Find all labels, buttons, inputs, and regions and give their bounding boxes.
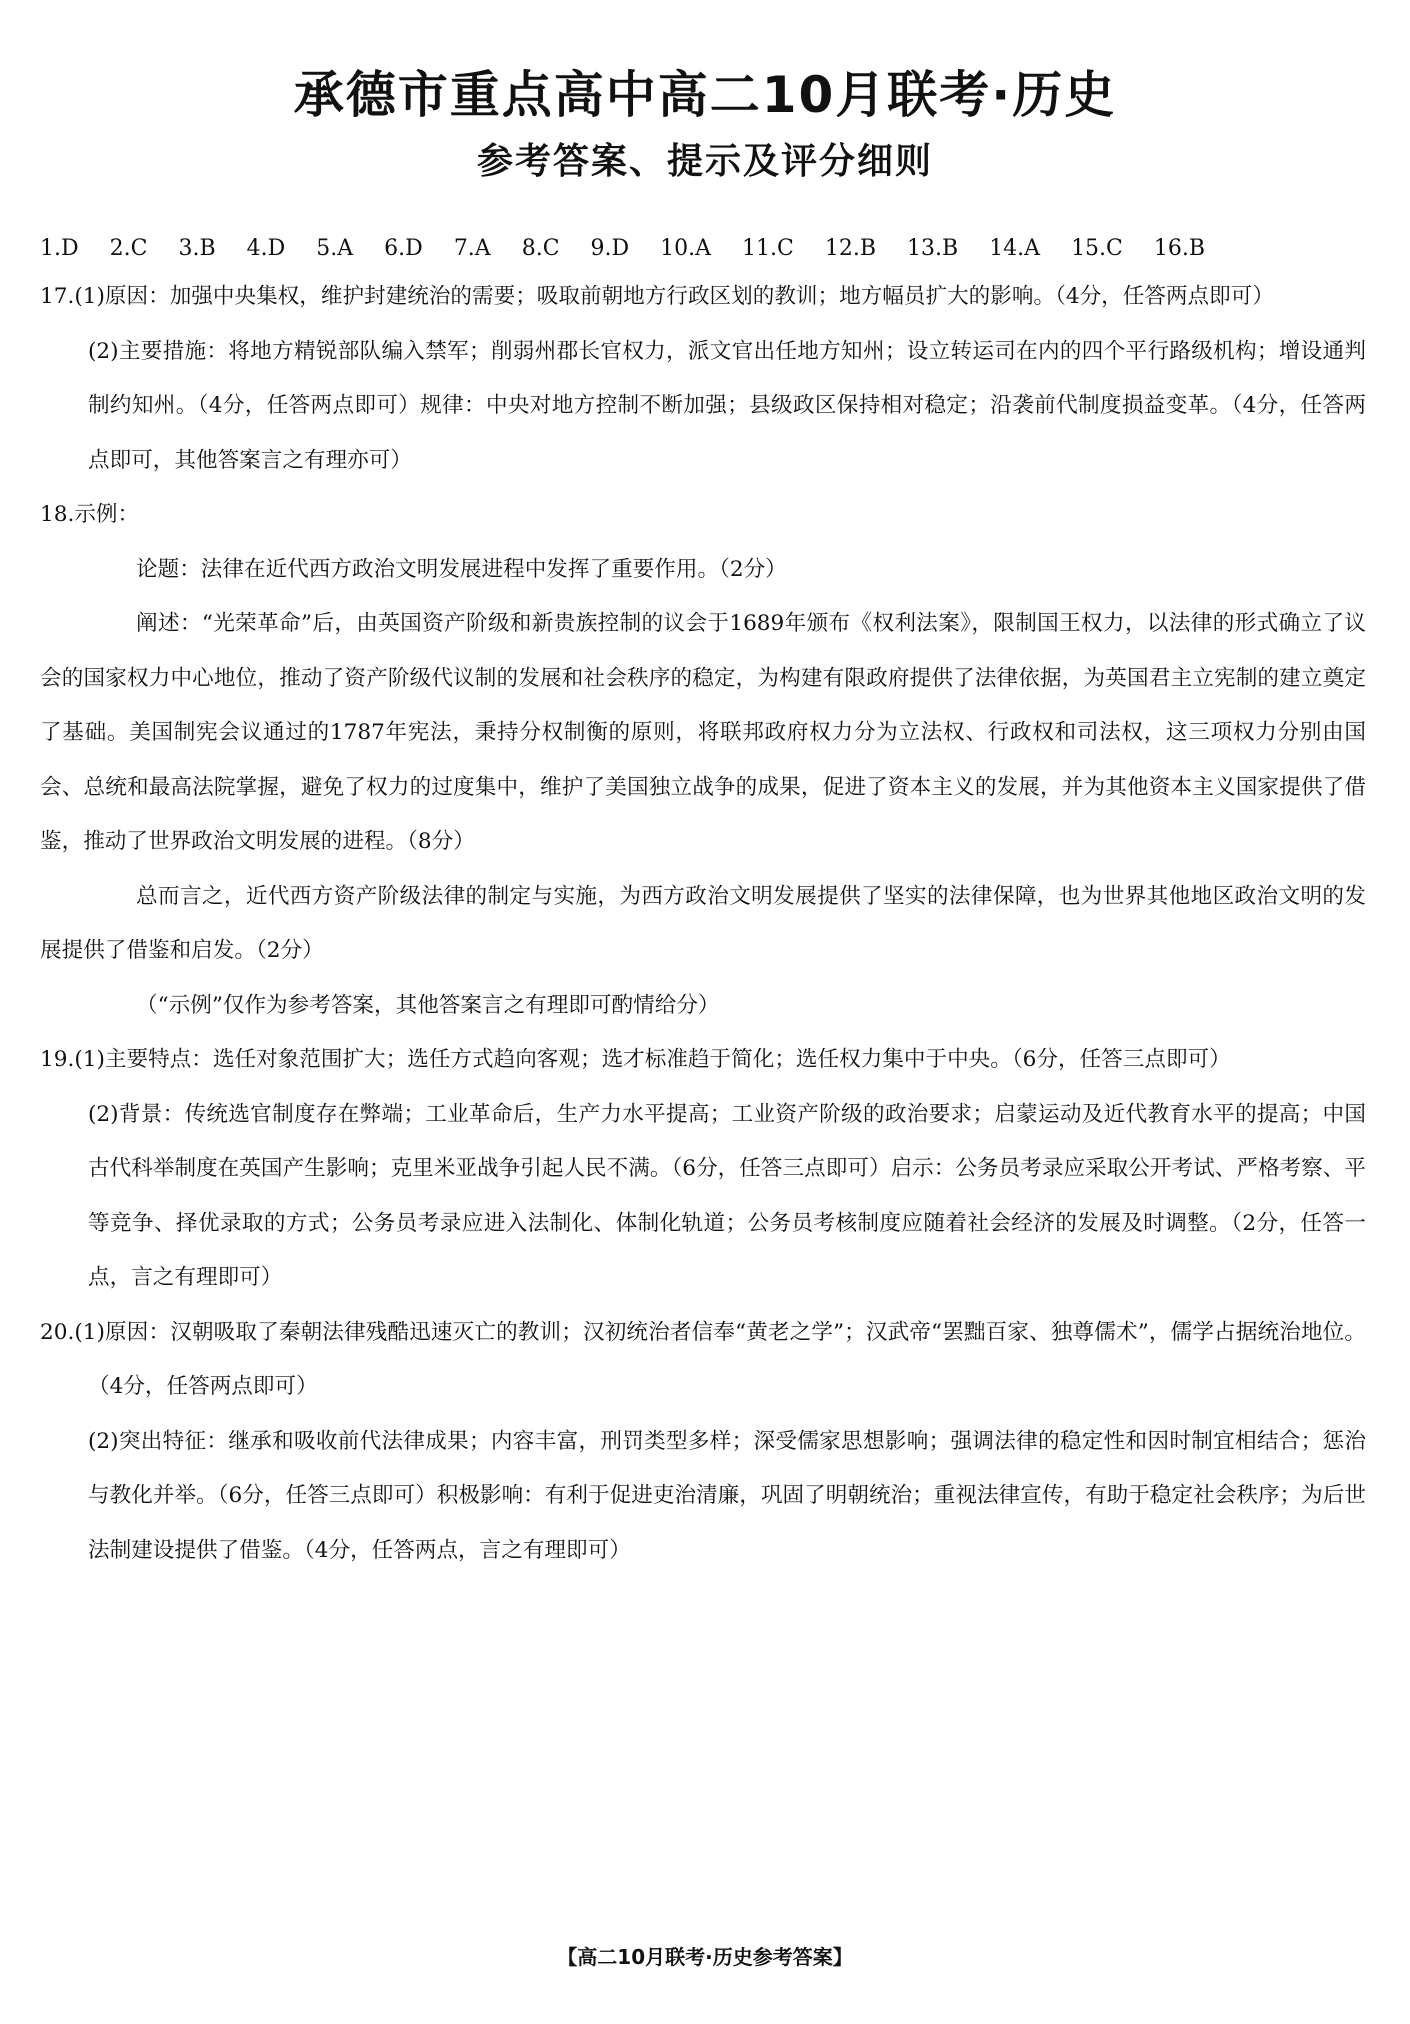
q20-part1: 20.(1)原因：汉朝吸取了秦朝法律残酷迅速灭亡的教训；汉初统治者信奉“黄老之学”；汉武帝“罢黜百家、独尊儒术”，儒学占据统治地位。（4分，任答两点即可） (40, 1319, 1366, 1399)
mc-answer: 3.B (178, 236, 216, 261)
mc-answer: 16.B (1153, 236, 1206, 261)
multiple-choice-answers (40, 226, 1380, 272)
mc-answer: 15.C (1071, 236, 1123, 261)
mc-answer: 2.C (109, 236, 148, 261)
mc-answer: 8.C (521, 236, 560, 261)
mc-answer: 14.A (989, 236, 1041, 261)
page-subtitle: 参考答案、提示及评分细则 (476, 141, 933, 182)
mc-answer: 12.B (824, 236, 877, 261)
q18-thesis: 论题：法律在近代西方政治文明发展进程中发挥了重要作用。（2分） (136, 556, 787, 582)
q18-label: 18.示例： (40, 502, 140, 527)
mc-answer: 1.D (40, 236, 79, 261)
q19-part1: 19.(1)主要特点：选任对象范围扩大；选任方式趋向客观；选才标准趋于简化；选任权力集中于中央。（6分，任答三点即可） (40, 1047, 1231, 1072)
mc-answer: 7.A (453, 236, 491, 261)
mc-answer: 4.D (246, 236, 286, 261)
q17-part1: 17.(1)原因：加强中央集权，维护封建统治的需要；吸取前朝地方行政区划的教训；地方幅员扩大的影响。（4分，任答两点即可） (40, 284, 1274, 309)
mc-answer: 11.C (742, 236, 794, 261)
mc-answer: 6.D (384, 236, 423, 261)
mc-answer: 10.A (660, 236, 712, 261)
mc-answer: 9.D (590, 236, 630, 261)
page-title: 承德市重点高中高二10月联考·历史 (293, 66, 1117, 124)
q19-part2: (2)背景：传统选官制度存在弊端；工业革命后，生产力水平提高；工业资产阶级的政治要求；启蒙运动及近代教育水平的提高；中国古代科举制度在英国产生影响；克里米亚战争引起人民不满。（6分，任答三点即可）启示：公务员考录应采取公开考试、严格考察、平等竞争、择优录取的方式；公务员考录应进入法制化、体制化轨道；公务员考核制度应随着社会经济的发展及时调整。（2分，任答一点，言之有理即可） (88, 1101, 1366, 1290)
mc-answer: 5.A (316, 236, 354, 261)
answer-body (40, 270, 1366, 1578)
q20-part2: (2)突出特征：继承和吸收前代法律成果；内容丰富，刑罚类型多样；深受儒家思想影响；强调法律的稳定性和因时制宜相结合；惩治与教化并举。（6分，任答三点即可）积极影响：有利于促进吏治清廉，巩固了明朝统治；重视法律宣传，有助于稳定社会秩序；为后世法制建设提供了借鉴。（4分，任答两点，言之有理即可） (88, 1428, 1366, 1563)
q18-note: （“示例”仅作为参考答案，其他答案言之有理即可酌情给分） (136, 992, 720, 1018)
mc-answer: 13.B (907, 236, 959, 261)
q18-conclusion: 总而言之，近代西方资产阶级法律的制定与实施，为西方政治文明发展提供了坚实的法律保障，也为世界其他地区政治文明的发展提供了借鉴和启发。（2分） (40, 883, 1366, 963)
q18-argument: 阐述：“光荣革命”后，由英国资产阶级和新贵族控制的议会于1689年颁布《权利法案》，限制国王权力，以法律的形式确立了议会的国家权力中心地位，推动了资产阶级代议制的发展和社会秩序的稳定，为构建有限政府提供了法律依据，为英国君主立宪制的建立奠定了基础。美国制宪会议通过的1787年宪法，秉持分权制衡的原则，将联邦政府权力分为立法权、行政权和司法权，这三项权力分别由国会、总统和最高法院掌握，避免了权力的过度集中，维护了美国独立战争的成果，促进了资本主义的发展，并为其他资本主义国家提供了借鉴，推动了世界政治文明发展的进程。（8分） (40, 611, 1366, 854)
page-footer: 【高二10月联考·历史参考答案】 (557, 1945, 853, 1969)
q17-part2: (2)主要措施：将地方精锐部队编入禁军；削弱州郡长官权力，派文官出任地方知州；设立转运司在内的四个平行路级机构；增设通判制约知州。（4分，任答两点即可）规律：中央对地方控制不断加强；县级政区保持相对稳定；沿袭前代制度损益变革。（4分，任答两点即可，其他答案言之有理亦可） (88, 338, 1366, 473)
